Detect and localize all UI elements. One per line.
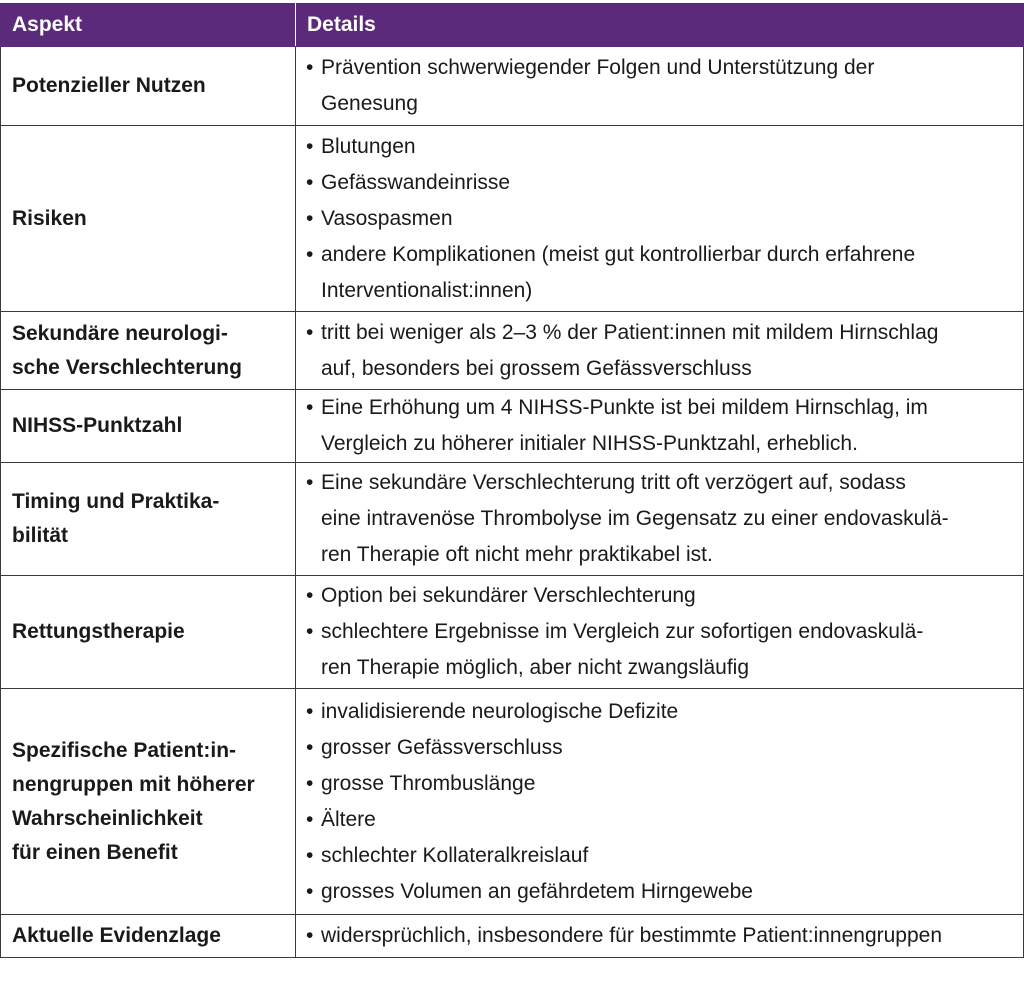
detail-text: • andere Komplikationen (meist gut kontrollierbar durch erfahrene [321, 242, 916, 266]
aspect-text: nengruppen mit höherer [12, 772, 255, 796]
aspect-text: bilität [12, 524, 68, 547]
detail-text: • schlechter Kollateralkreislauf [321, 843, 589, 867]
list-item [306, 50, 1015, 122]
details-cell [296, 463, 1024, 576]
table-row [1, 463, 1024, 576]
detail-text: • tritt bei weniger als 2–3 % der Patient:innen mit mildem Hirnschlag [321, 320, 939, 344]
list-item [306, 766, 1015, 802]
column-header-aspect: Aspekt [1, 4, 296, 47]
column-header-details: Details [296, 4, 1024, 47]
table-row [1, 689, 1024, 915]
details-list [306, 918, 1015, 954]
details-list [306, 578, 1015, 686]
detail-text: Vergleich zu höherer initialer NIHSS-Punktzahl, erheblich. [321, 432, 858, 455]
detail-text: • invalidisierende neurologische Defizite [321, 699, 679, 723]
list-item [306, 614, 1015, 686]
aspect-cell [1, 47, 296, 126]
details-cell [296, 126, 1024, 312]
table-body [1, 47, 1024, 958]
list-item [306, 165, 1015, 201]
aspect-text: Wahrscheinlichkeit [12, 806, 203, 830]
list-item [306, 129, 1015, 165]
detail-text: eine intravenöse Thrombolyse im Gegensatz zu einer endovaskulä- [321, 507, 949, 530]
aspect-text: Sekundäre neurologi- [12, 321, 228, 345]
table-row [1, 390, 1024, 463]
list-item [306, 390, 1015, 462]
aspect-text: Rettungstherapie [12, 620, 185, 643]
details-cell [296, 576, 1024, 689]
aspect-text: Aktuelle Evidenzlage [12, 924, 221, 947]
detail-text: • Vasospasmen [321, 206, 453, 230]
list-item [306, 578, 1015, 614]
table-row [1, 47, 1024, 126]
detail-text: ren Therapie oft nicht mehr praktikabel ist. [321, 543, 713, 566]
details-list [306, 315, 1015, 387]
table-row [1, 126, 1024, 312]
aspect-text: für einen Benefit [12, 840, 178, 864]
aspect-cell [1, 915, 296, 958]
detail-text: Interventionalist:innen) [321, 278, 533, 302]
list-item [306, 465, 1015, 573]
aspect-text: Timing und Praktika- [12, 490, 220, 513]
detail-text: • schlechtere Ergebnisse im Vergleich zur sofortigen endovaskulä- [321, 620, 924, 643]
detail-text: • Option bei sekundärer Verschlechterung [321, 584, 696, 607]
list-item [306, 694, 1015, 730]
aspect-text: Potenzieller Nutzen [12, 74, 206, 97]
aspect-cell [1, 126, 296, 312]
aspect-cell [1, 390, 296, 463]
detail-text: • grosser Gefässverschluss [321, 735, 563, 759]
list-item [306, 315, 1015, 387]
aspect-text: sche Verschlechterung [12, 355, 242, 379]
details-cell [296, 47, 1024, 126]
details-list [306, 390, 1015, 462]
aspect-cell [1, 689, 296, 915]
list-item [306, 237, 1015, 309]
list-item [306, 201, 1015, 237]
aspect-cell [1, 312, 296, 390]
evidence-table-container [0, 3, 1023, 958]
list-item [306, 838, 1015, 874]
evidence-table [0, 3, 1024, 958]
detail-text: ren Therapie möglich, aber nicht zwangsläufig [321, 656, 750, 679]
table-row [1, 915, 1024, 958]
detail-text: • grosse Thrombuslänge [321, 771, 536, 795]
aspect-cell [1, 463, 296, 576]
list-item [306, 730, 1015, 766]
aspect-text: Risiken [12, 206, 87, 230]
details-list [306, 50, 1015, 122]
detail-text: • Prävention schwerwiegender Folgen und Unterstützung der [321, 56, 875, 79]
detail-text: • Blutungen [321, 134, 416, 158]
details-list [306, 129, 1015, 309]
table-header [1, 4, 1024, 47]
detail-text: • grosses Volumen an gefährdetem Hirngewebe [321, 879, 753, 903]
header-row [1, 4, 1024, 47]
detail-text: • Gefässwandeinrisse [321, 170, 511, 194]
aspect-cell [1, 576, 296, 689]
list-item [306, 874, 1015, 910]
details-cell [296, 390, 1024, 463]
detail-text: auf, besonders bei grossem Gefässverschluss [321, 356, 752, 380]
list-item [306, 918, 1015, 954]
table-row [1, 576, 1024, 689]
details-cell [296, 312, 1024, 390]
list-item [306, 802, 1015, 838]
detail-text: • Eine Erhöhung um 4 NIHSS-Punkte ist bei mildem Hirnschlag, im [321, 396, 928, 419]
detail-text: • Eine sekundäre Verschlechterung tritt oft verzögert auf, sodass [321, 471, 906, 494]
details-list [306, 465, 1015, 573]
details-list [306, 694, 1015, 910]
detail-text: • widersprüchlich, insbesondere für bestimmte Patient:innengruppen [321, 924, 943, 947]
details-cell [296, 689, 1024, 915]
aspect-text: Spezifische Patient:in- [12, 738, 237, 762]
detail-text: Genesung [321, 92, 418, 115]
table-row [1, 312, 1024, 390]
details-cell [296, 915, 1024, 958]
aspect-text: NIHSS-Punktzahl [12, 414, 183, 437]
detail-text: • Ältere [321, 807, 376, 831]
